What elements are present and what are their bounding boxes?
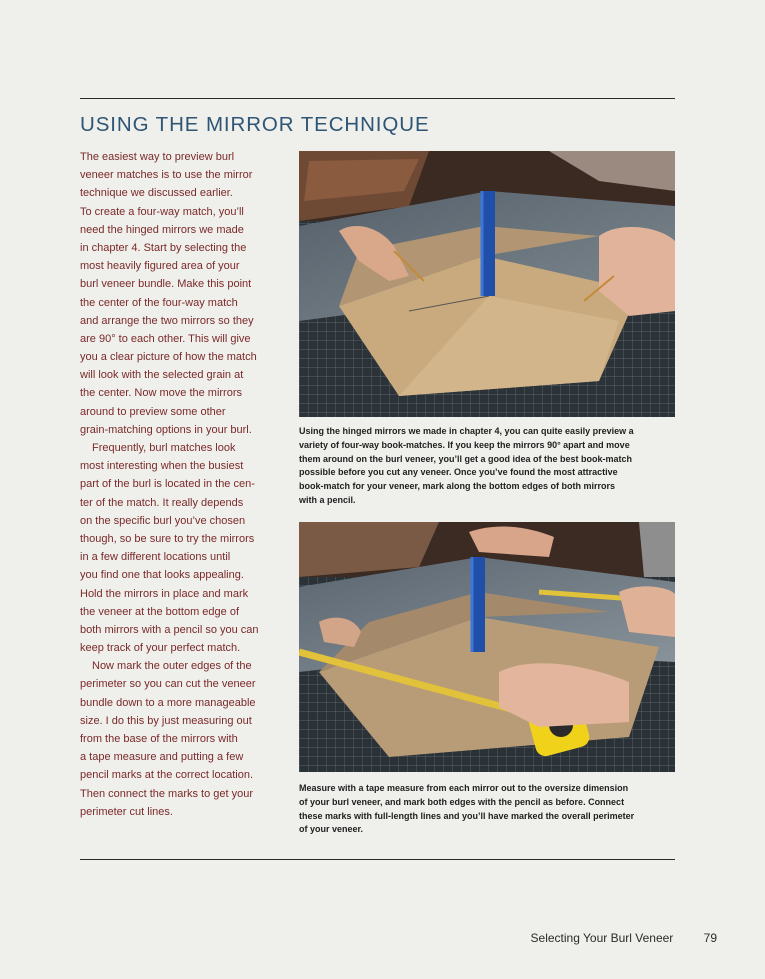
body-line: the veneer at the bottom edge of <box>80 605 240 618</box>
body-line: bundle down to a more manageable <box>80 696 256 709</box>
caption-line: with a pencil. <box>299 494 356 505</box>
running-footer-section: Selecting Your Burl Veneer <box>530 931 674 945</box>
photo-mirrors-four-way-match <box>299 151 675 417</box>
body-line: are 90° to each other. This will give <box>80 332 251 345</box>
body-line: technique we discussed earlier. <box>80 187 233 200</box>
caption-line: book-match for your veneer, mark along the bottom edges of both mirrors <box>299 481 616 492</box>
body-line: the center of the four-way match <box>80 296 238 309</box>
body-line: will look with the selected grain at <box>80 369 244 382</box>
body-line: part of the burl is located in the cen- <box>80 478 255 491</box>
caption-line: Using the hinged mirrors we made in chapter 4, you can quite easily preview a <box>299 426 634 436</box>
body-line: around to preview some other <box>80 405 226 418</box>
caption-line: them around on the burl veneer, you’ll get a good idea of the best book-match <box>299 453 633 464</box>
body-line: most heavily figured area of your <box>80 260 240 273</box>
body-line: veneer matches is to use the mirror <box>80 169 253 182</box>
body-line: you a clear picture of how the match <box>80 351 257 364</box>
body-line: pencil marks at the correct location. <box>80 769 254 782</box>
top-rule <box>80 98 675 99</box>
body-line: the center. Now move the mirrors <box>80 387 243 400</box>
body-line: in a few different locations until <box>80 551 231 564</box>
body-line: you find one that looks appealing. <box>80 569 244 582</box>
body-line: and arrange the two mirrors so they <box>80 314 254 327</box>
caption-line: possible before you cut any veneer. Once you’ve found the most attractive <box>299 467 618 478</box>
body-line: on the specific burl you’ve chosen <box>80 514 246 527</box>
body-line: ter of the match. It really depends <box>80 496 244 509</box>
caption-photo-one <box>299 425 679 508</box>
photo-tape-measure-perimeter <box>299 522 675 772</box>
caption-line: these marks with full-length lines and you’ll have marked the overall perimeter <box>299 810 635 821</box>
page-title: USING THE MIRROR TECHNIQUE <box>80 113 430 136</box>
body-line: size. I do this by just measuring out <box>80 714 252 727</box>
body-line: need the hinged mirrors we made <box>80 223 244 236</box>
caption-photo-two <box>299 782 679 837</box>
body-line: Frequently, burl matches look <box>92 442 236 454</box>
caption-line: of your burl veneer, and mark both edges with the pencil as before. Connect <box>299 796 625 807</box>
bottom-rule <box>80 859 675 860</box>
body-line: keep track of your perfect match. <box>80 642 241 655</box>
body-line: most interesting when the busiest <box>80 460 244 473</box>
body-line: though, so be sure to try the mirrors <box>80 532 255 545</box>
caption-line: of your veneer. <box>299 824 364 835</box>
body-line: The easiest way to preview burl <box>80 151 235 163</box>
body-line: in chapter 4. Start by selecting the <box>80 241 247 254</box>
caption-line: variety of four-way book-matches. If you keep the mirrors 90° apart and move <box>299 439 630 450</box>
body-line: a tape measure and putting a few <box>80 751 244 764</box>
body-line: perimeter cut lines. <box>80 805 173 818</box>
body-line: grain-matching options in your burl. <box>80 423 252 436</box>
body-line: both mirrors with a pencil so you can <box>80 623 259 636</box>
body-line: To create a four-way match, you’ll <box>80 205 244 218</box>
caption-line: Measure with a tape measure from each mirror out to the oversize dimension <box>299 783 629 793</box>
body-line: burl veneer bundle. Make this point <box>80 278 252 291</box>
body-line: Then connect the marks to get your <box>80 787 254 800</box>
page-number: 79 <box>703 931 717 945</box>
body-line: Hold the mirrors in place and mark <box>80 587 249 600</box>
body-line: perimeter so you can cut the veneer <box>80 678 256 691</box>
body-line: from the base of the mirrors with <box>80 733 238 745</box>
body-line: Now mark the outer edges of the <box>92 660 252 673</box>
body-text-column <box>80 148 280 821</box>
page-footer <box>531 931 717 945</box>
